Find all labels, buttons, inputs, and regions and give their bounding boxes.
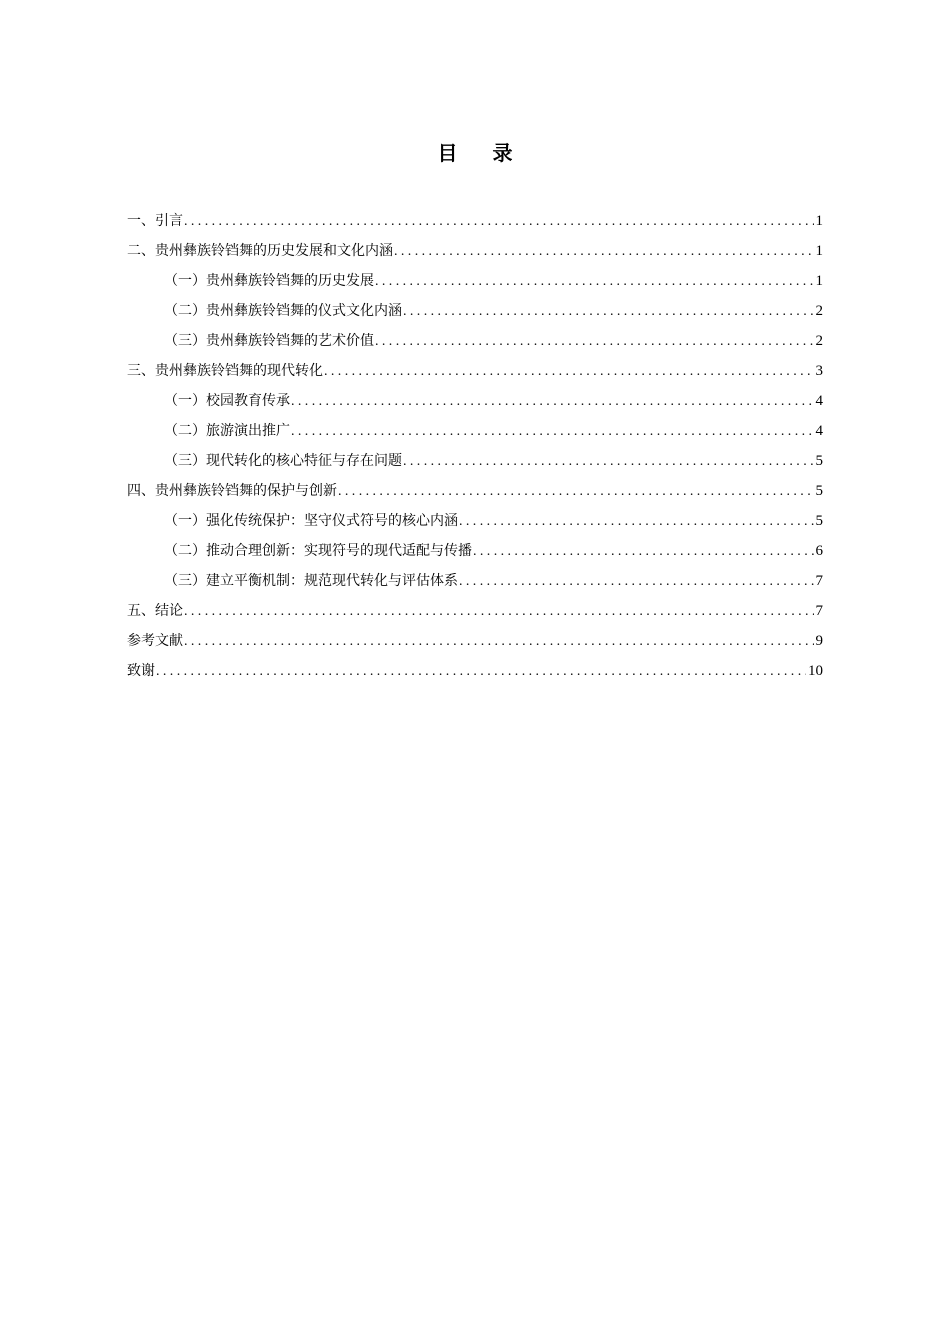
toc-entry[interactable] (127, 236, 823, 266)
toc-dot-leader (156, 657, 806, 687)
toc-dot-leader (459, 507, 814, 537)
toc-dot-leader (375, 327, 814, 357)
toc-page-number: 3 (815, 363, 823, 379)
toc-entry-text: （一）强化传统保护：坚守仪式符号的核心内涵 (164, 513, 458, 529)
toc-entry-text: 四、贵州彝族铃铛舞的保护与创新 (127, 483, 337, 499)
toc-page-number: 2 (815, 333, 823, 349)
toc-dot-leader (184, 597, 814, 627)
toc-page-number: 4 (815, 393, 823, 409)
toc-dot-leader (403, 297, 814, 327)
toc-page-number: 1 (815, 273, 823, 289)
toc-page-number: 6 (815, 543, 823, 559)
toc-entry-text: 三、贵州彝族铃铛舞的现代转化 (127, 363, 323, 379)
toc-list (127, 206, 823, 686)
toc-entry[interactable] (127, 356, 823, 386)
toc-entry[interactable] (127, 296, 823, 326)
toc-page-number: 9 (815, 633, 823, 649)
toc-entry[interactable] (127, 596, 823, 626)
toc-entry-text: （三）建立平衡机制：规范现代转化与评估体系 (164, 573, 458, 589)
toc-entry-text: （一）贵州彝族铃铛舞的历史发展 (164, 273, 374, 289)
toc-title: 目 录 (437, 141, 527, 165)
toc-page-number: 2 (815, 303, 823, 319)
toc-page-number: 1 (815, 213, 823, 229)
toc-entry-text: 五、结论 (127, 603, 183, 619)
toc-entry[interactable] (127, 656, 823, 686)
toc-dot-leader (375, 267, 814, 297)
toc-entry-text: 二、贵州彝族铃铛舞的历史发展和文化内涵 (127, 243, 393, 259)
toc-dot-leader (473, 537, 814, 567)
toc-entry-text: 参考文献 (127, 633, 183, 649)
toc-entry-text: 一、引言 (127, 213, 183, 229)
toc-dot-leader (403, 447, 814, 477)
toc-dot-leader (184, 627, 814, 657)
toc-page-number: 5 (815, 453, 823, 469)
toc-page-number: 7 (815, 603, 823, 619)
toc-dot-leader (459, 567, 814, 597)
toc-entry[interactable] (127, 416, 823, 446)
toc-entry[interactable] (127, 476, 823, 506)
toc-page-number: 10 (808, 663, 823, 679)
toc-entry[interactable] (127, 206, 823, 236)
toc-entry[interactable] (127, 266, 823, 296)
toc-page-number: 4 (815, 423, 823, 439)
toc-entry[interactable] (127, 536, 823, 566)
toc-dot-leader (338, 477, 814, 507)
toc-page-number: 7 (815, 573, 823, 589)
toc-page-number: 1 (815, 243, 823, 259)
toc-entry-text: （二）贵州彝族铃铛舞的仪式文化内涵 (164, 303, 402, 319)
toc-dot-leader (324, 357, 814, 387)
toc-entry[interactable] (127, 566, 823, 596)
toc-dot-leader (394, 237, 814, 267)
toc-entry[interactable] (127, 626, 823, 656)
toc-entry[interactable] (127, 386, 823, 416)
toc-entry-text: （二）旅游演出推广 (164, 423, 290, 439)
toc-entry-text: 致谢 (127, 663, 155, 679)
toc-entry-text: （三）现代转化的核心特征与存在问题 (164, 453, 402, 469)
toc-dot-leader (291, 387, 814, 417)
toc-entry[interactable] (127, 506, 823, 536)
toc-entry[interactable] (127, 446, 823, 476)
toc-entry-text: （二）推动合理创新：实现符号的现代适配与传播 (164, 543, 472, 559)
toc-entry[interactable] (127, 326, 823, 356)
toc-dot-leader (184, 207, 814, 237)
toc-page-number: 5 (815, 483, 823, 499)
toc-entry-text: （三）贵州彝族铃铛舞的艺术价值 (164, 333, 374, 349)
toc-dot-leader (291, 417, 814, 447)
toc-page-number: 5 (815, 513, 823, 529)
toc-entry-text: （一）校园教育传承 (164, 393, 290, 409)
